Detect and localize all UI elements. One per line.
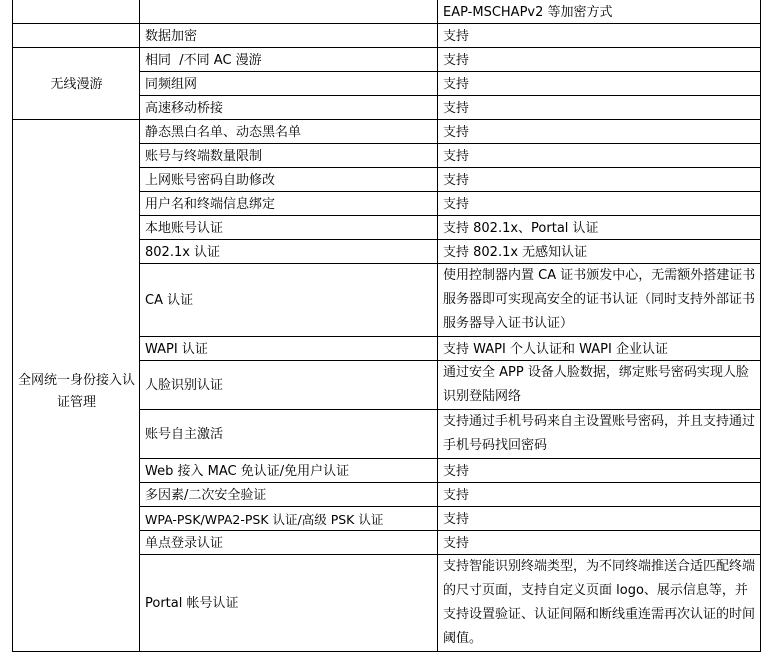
value-cell: 使用控制器内置 CA 证书颁发中心，无需额外搭建证书服务器即可实现高安全的证书认证（同时支持外部证书服务器导入证书认证）: [438, 264, 761, 337]
table-row: [13, 0, 761, 24]
value-cell: 支持: [438, 72, 761, 96]
feature-cell: Portal 帐号认证: [140, 555, 438, 652]
value-cell: 支持: [438, 96, 761, 120]
feature-cell: WPA-PSK/WPA2-PSK 认证/高级 PSK 认证: [140, 507, 438, 531]
feature-cell: 单点登录认证: [140, 531, 438, 555]
feature-cell: 同频组网: [140, 72, 438, 96]
feature-cell: 用户名和终端信息绑定: [140, 192, 438, 216]
value-cell: 支持: [438, 531, 761, 555]
table-row: [13, 48, 761, 72]
feature-cell: 静态黑白名单、动态黑名单: [140, 120, 438, 144]
feature-cell: 人脸识别认证: [140, 361, 438, 410]
value-cell: 支持 802.1x、Portal 认证: [438, 216, 761, 240]
category-cell: [13, 24, 140, 48]
value-cell: 支持 802.1x 无感知认证: [438, 240, 761, 264]
value-cell: 支持: [438, 48, 761, 72]
table-row: [13, 24, 761, 48]
category-cell-roaming: 无线漫游: [13, 48, 140, 120]
feature-cell: 账号与终端数量限制: [140, 144, 438, 168]
value-cell: 支持通过手机号码来自主设置账号密码，并且支持通过手机号码找回密码: [438, 410, 761, 459]
value-cell: EAP-MSCHAPv2 等加密方式: [438, 0, 761, 24]
value-cell: 支持: [438, 483, 761, 507]
value-cell: 支持智能识别终端类型，为不同终端推送合适匹配终端的尺寸页面，支持自定义页面 logo、展示信息等，并支持设置验证、认证间隔和断线重连需再次认证的时间阈值。: [438, 555, 761, 652]
value-cell: 支持: [438, 24, 761, 48]
spec-table: [12, 0, 761, 652]
feature-cell: 多因素/二次安全验证: [140, 483, 438, 507]
value-cell: 支持 WAPI 个人认证和 WAPI 企业认证: [438, 337, 761, 361]
value-cell: 支持: [438, 192, 761, 216]
feature-cell: 账号自主激活: [140, 410, 438, 459]
category-cell: [13, 0, 140, 24]
feature-cell: 本地账号认证: [140, 216, 438, 240]
feature-cell: 802.1x 认证: [140, 240, 438, 264]
feature-cell: 上网账号密码自助修改: [140, 168, 438, 192]
feature-cell: 相同 /不同 AC 漫游: [140, 48, 438, 72]
category-cell-auth: [13, 120, 140, 652]
feature-cell: WAPI 认证: [140, 337, 438, 361]
value-cell: 支持: [438, 120, 761, 144]
table-row: [13, 120, 761, 144]
value-cell: 支持: [438, 459, 761, 483]
feature-cell: Web 接入 MAC 免认证/免用户认证: [140, 459, 438, 483]
value-cell: 支持: [438, 168, 761, 192]
value-cell: 通过安全 APP 设备人脸数据，绑定账号密码实现人脸识别登陆网络: [438, 361, 761, 410]
feature-cell: 高速移动桥接: [140, 96, 438, 120]
value-cell: 支持: [438, 507, 761, 531]
feature-cell: 数据加密: [140, 24, 438, 48]
feature-cell: [140, 0, 438, 24]
category-label: 全网统一身份接入认证管理: [18, 373, 136, 410]
value-cell: 支持: [438, 144, 761, 168]
feature-cell: CA 认证: [140, 264, 438, 337]
